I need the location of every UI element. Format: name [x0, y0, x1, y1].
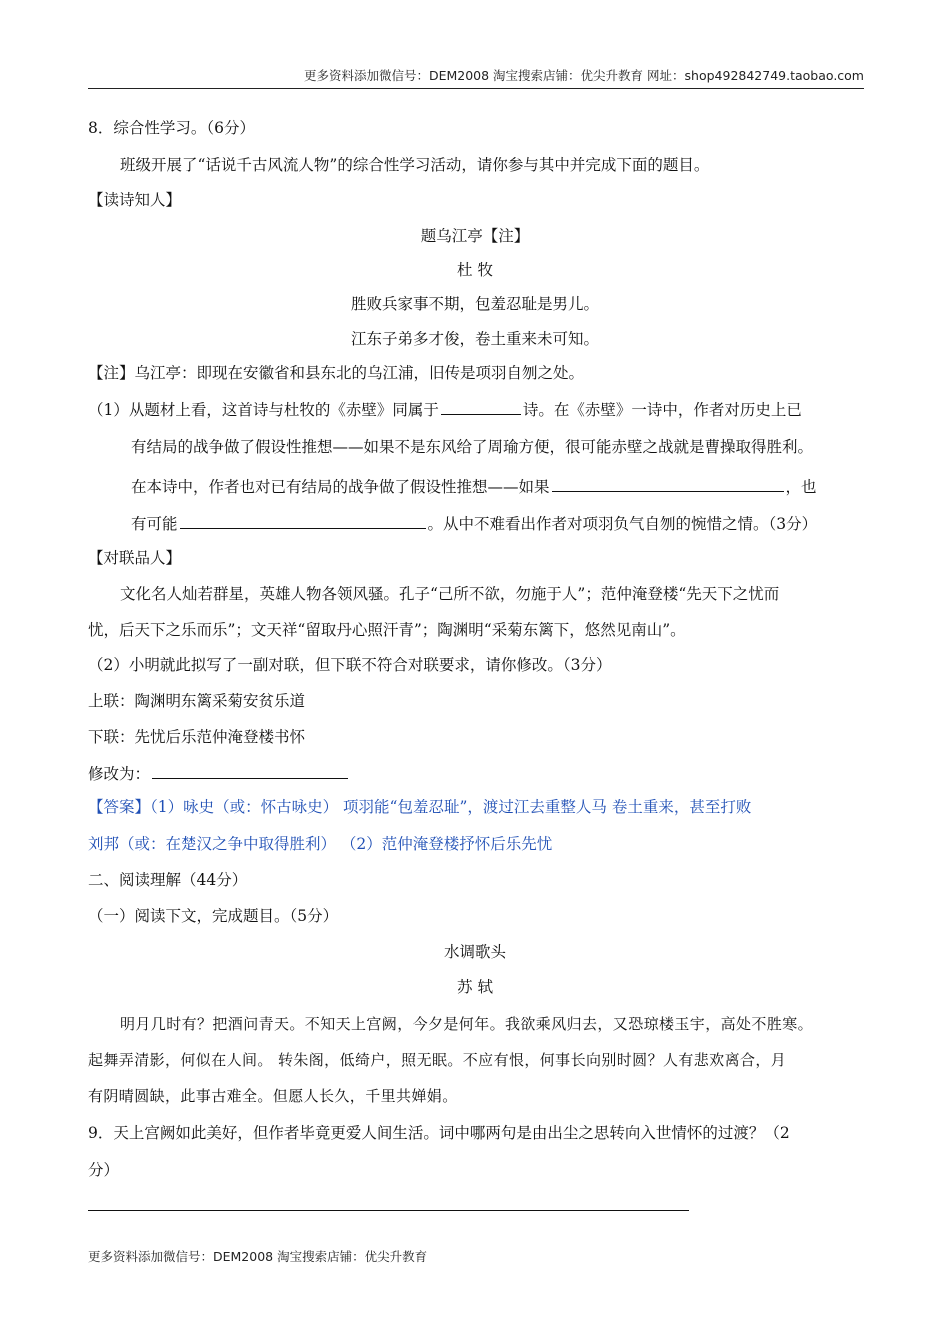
- couplet-fix-label: 修改为：: [88, 765, 151, 783]
- q8-part1-text-b: 诗。在《赤壁》一诗中，作者对历史上已: [522, 401, 802, 419]
- couplet-fix-line: [88, 762, 350, 784]
- answer-line2: 刘邦（或：在楚汉之争中取得胜利） （2）范仲淹登楼抒怀后乐先忧: [88, 835, 553, 853]
- answer-line1: 【答案】（1）咏史（或：怀古咏史） 项羽能“包羞忍耻”，渡过江去重整人马 卷土重来，甚至打败: [88, 798, 752, 816]
- q8-part1-text-f: 有可能: [131, 515, 178, 533]
- poem1-line1: 胜败兵家事不期，包羞忍耻是男儿。: [350, 295, 599, 313]
- q8-part1-line3: [131, 475, 817, 497]
- section-couplet: 【对联品人】: [88, 549, 182, 567]
- q8-part1-line4: [131, 512, 817, 534]
- section-read-poem: 【读诗知人】: [88, 191, 182, 209]
- poem1-line2: 江东子弟多才俊，卷土重来未可知。: [350, 330, 599, 348]
- part2-title: 二、阅读理解（44分）: [88, 871, 248, 889]
- poem1-title: 题乌江亭【注】: [420, 227, 530, 245]
- poem2-title: 水调歌头: [443, 943, 506, 961]
- couplet-lower: 下联：先忧后乐范仲淹登楼书怀: [88, 728, 306, 746]
- q9-line2: 分）: [88, 1161, 120, 1179]
- q8-part1-line1: [88, 398, 802, 420]
- q8-intro: 班级开展了“话说千古风流人物”的综合性学习活动，请你参与其中并完成下面的题目。: [120, 156, 710, 174]
- q9-line1: 9．天上宫阙如此美好，但作者毕竟更爱人间生活。词中哪两句是由出尘之思转向入世情怀的过渡？（2: [88, 1124, 790, 1142]
- answer-blank-fix[interactable]: [152, 762, 348, 779]
- couplet-intro-line2: 忧，后天下之乐而乐”；文天祥“留取丹心照汗青”；陶渊明“采菊东篱下，悠然见南山”。: [88, 621, 686, 639]
- poem2-text-line1: 明月几时有？把酒问青天。不知天上宫阙，今夕是何年。我欲乘风归去，又恐琼楼玉宇，高处不胜寒。: [120, 1015, 814, 1033]
- answer-blank-if[interactable]: [552, 475, 784, 492]
- poem2-author: 苏 轼: [457, 978, 493, 996]
- poem2-text-line2: 起舞弄清影，何似在人间。 转朱阁，低绮户，照无眠。不应有恨，何事长向别时圆？人有悲欢离合，月: [88, 1051, 787, 1069]
- q9-answer-line[interactable]: [88, 1210, 689, 1211]
- q8-part2: （2）小明就此拟写了一副对联，但下联不符合对联要求，请你修改。（3分）: [88, 656, 612, 674]
- couplet-intro-line1: 文化名人灿若群星，英雄人物各领风骚。孔子“己所不欲，勿施于人”；范仲淹登楼“先天下之忧而: [120, 585, 780, 603]
- page-header: 更多资料添加微信号：DEM2008 淘宝搜索店铺：优尖升教育 网址：shop492842749.taobao.com: [88, 66, 864, 89]
- answer-blank-possible[interactable]: [180, 512, 426, 529]
- q8-part1-text-a: （1）从题材上看，这首诗与杜牧的《赤壁》同属于: [88, 401, 439, 419]
- q8-part1-text-d: 在本诗中，作者也对已有结局的战争做了假设性推想——如果: [131, 478, 550, 496]
- q8-part1-text-g: 。从中不难看出作者对项羽负气自刎的惋惜之情。（3分）: [427, 515, 818, 533]
- poem2-text-line3: 有阴晴圆缺，此事古难全。但愿人长久，千里共婵娟。: [88, 1087, 458, 1105]
- q8-title: 8．综合性学习。（6分）: [88, 119, 255, 137]
- q8-part1-text-e: ，也: [785, 478, 817, 496]
- page-footer: 更多资料添加微信号：DEM2008 淘宝搜索店铺：优尖升教育: [88, 1249, 428, 1264]
- poem1-author: 杜 牧: [457, 261, 493, 279]
- poem1-note: 【注】乌江亭：即现在安徽省和县东北的乌江浦，旧传是项羽自刎之处。: [88, 364, 585, 382]
- couplet-upper: 上联：陶渊明东篱采菊安贫乐道: [88, 692, 306, 710]
- q8-part1-line2: 有结局的战争做了假设性推想——如果不是东风给了周瑜方便，很可能赤壁之战就是曹操取得胜利。: [131, 438, 814, 456]
- part2-sub1: （一）阅读下文，完成题目。（5分）: [88, 907, 339, 925]
- answer-blank-genre[interactable]: [441, 398, 521, 415]
